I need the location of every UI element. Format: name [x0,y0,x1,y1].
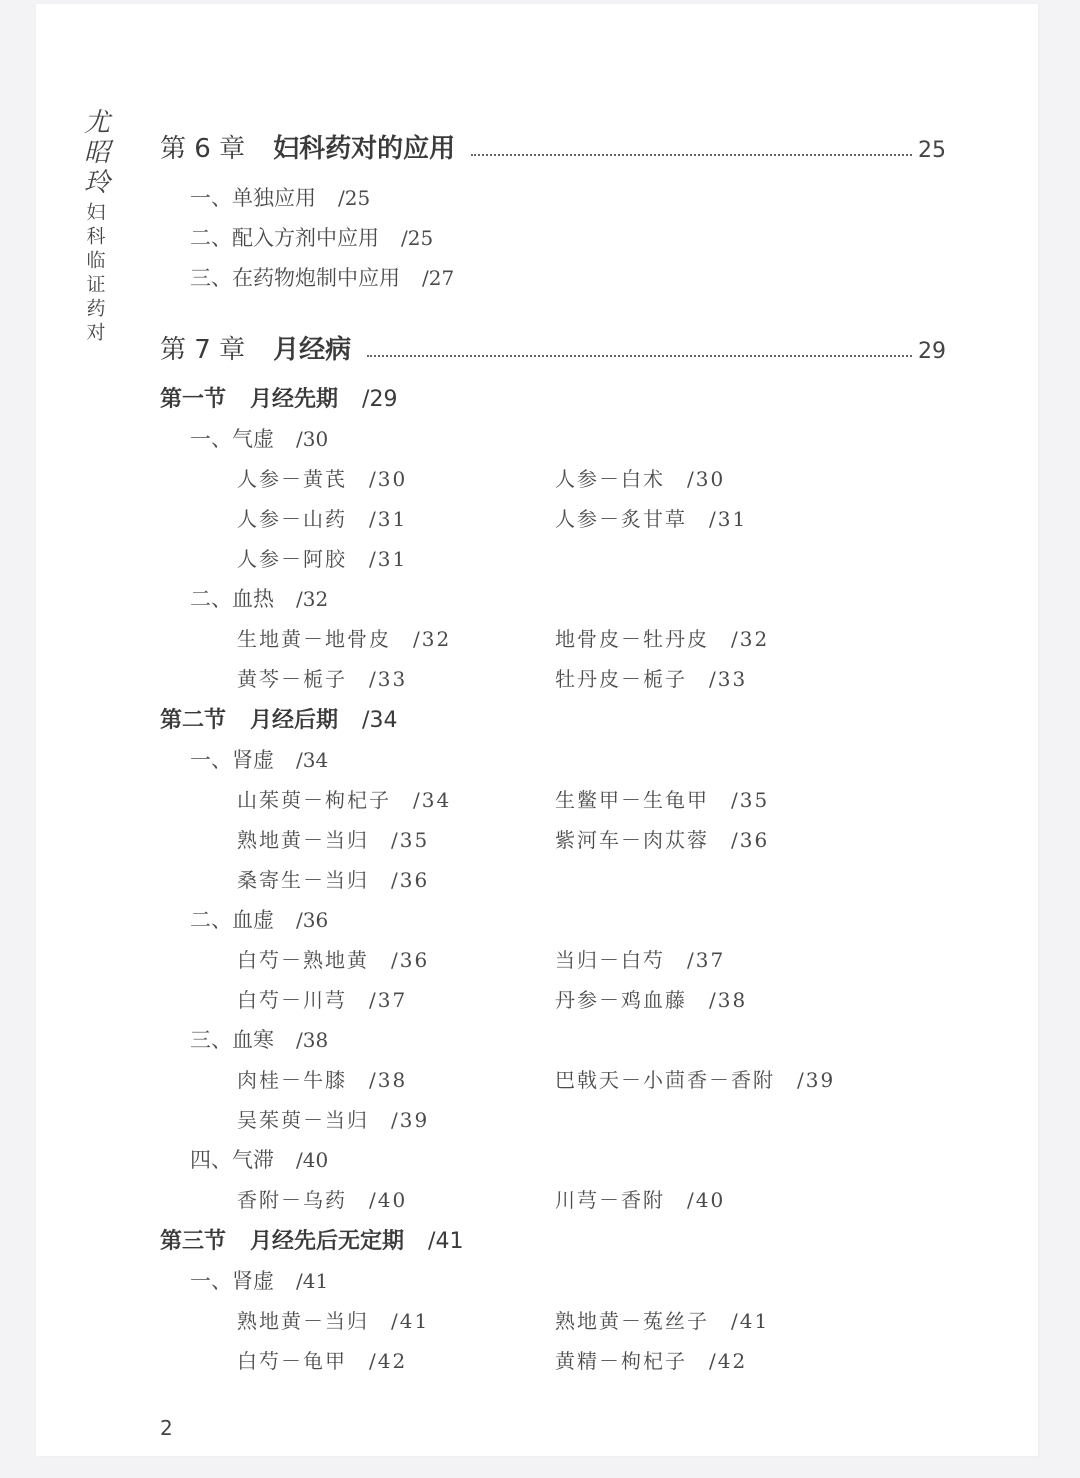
running-head-author: 尤昭玲 [79,108,110,198]
herb-pair-page: /41 [731,1309,770,1333]
herb-pair-page: /34 [413,788,452,812]
toc-herb-pair[interactable] [237,469,407,489]
toc-item[interactable] [190,228,433,249]
toc-herb-pair[interactable] [237,950,429,970]
subsection-label: 二、血热 [190,587,274,611]
toc-herb-pair[interactable] [555,1311,769,1331]
herb-pair-label: 生地黄－地骨皮 [237,627,391,651]
herb-pair-page: /39 [797,1068,836,1092]
toc-subsection[interactable] [190,750,328,771]
chapter-title: 月经病 [273,335,352,365]
subsection-label: 一、肾虚 [190,1269,274,1293]
toc-herb-pair[interactable] [555,509,747,529]
toc-herb-pair[interactable] [237,669,407,689]
herb-pair-page: /39 [391,1108,430,1132]
herb-pair-label: 生鳖甲－生龟甲 [555,788,709,812]
section-title: 月经先期 [250,387,339,412]
toc-herb-pair[interactable] [237,629,451,649]
chapter-number: 第 6 章 [160,134,246,164]
toc-chapter-6[interactable] [160,136,946,162]
herb-pair-label: 熟地黄－菟丝子 [555,1309,709,1333]
toc-herb-pair[interactable] [237,870,429,890]
herb-pair-page: /40 [369,1188,408,1212]
toc-herb-pair[interactable] [237,549,407,569]
toc-item-label: 一、单独应用 [190,186,316,210]
running-head-title: 妇科临证药对 [83,202,106,346]
herb-pair-label: 当归－白芍 [555,948,665,972]
toc-subsection[interactable] [190,589,328,610]
subsection-page: /41 [296,1269,329,1293]
herb-pair-label: 黄芩－栀子 [237,667,347,691]
toc-chapter-7[interactable] [160,337,946,363]
section-number: 第一节 [160,387,227,412]
toc-herb-pair[interactable] [237,1190,407,1210]
toc-section[interactable] [160,1231,463,1253]
herb-pair-page: /32 [413,627,452,651]
herb-pair-page: /33 [709,667,748,691]
herb-pair-page: /38 [369,1068,408,1092]
toc-herb-pair[interactable] [237,1351,407,1371]
toc-subsection[interactable] [190,429,328,450]
herb-pair-label: 桑寄生－当归 [237,868,369,892]
toc-herb-pair[interactable] [555,1070,835,1090]
toc-herb-pair[interactable] [237,1311,429,1331]
herb-pair-page: /40 [687,1188,726,1212]
herb-pair-page: /38 [709,988,748,1012]
toc-item-label: 三、在药物炮制中应用 [190,266,400,290]
section-page: /34 [362,708,398,733]
herb-pair-label: 人参－白术 [555,467,665,491]
herb-pair-label: 人参－炙甘草 [555,507,687,531]
herb-pair-page: /37 [369,988,408,1012]
herb-pair-label: 丹参－鸡血藤 [555,988,687,1012]
chapter-page: 29 [918,339,946,364]
toc-herb-pair[interactable] [555,1351,747,1371]
herb-pair-label: 肉桂－牛膝 [237,1068,347,1092]
subsection-page: /34 [296,748,329,772]
toc-subsection[interactable] [190,1271,328,1292]
toc-herb-pair[interactable] [555,669,747,689]
subsection-page: /32 [296,587,329,611]
toc-item[interactable] [190,268,454,289]
toc-item[interactable] [190,188,370,209]
herb-pair-page: /31 [709,507,748,531]
toc-item-label: 二、配入方剂中应用 [190,226,379,250]
herb-pair-page: /33 [369,667,408,691]
herb-pair-label: 熟地黄－当归 [237,828,369,852]
toc-herb-pair[interactable] [237,790,451,810]
leader-dots [471,154,912,156]
subsection-label: 四、气滞 [190,1148,274,1172]
herb-pair-label: 人参－阿胶 [237,547,347,571]
toc-herb-pair[interactable] [555,629,769,649]
toc-subsection[interactable] [190,1150,328,1171]
toc-herb-pair[interactable] [237,1070,407,1090]
toc-item-page: /25 [338,186,371,210]
herb-pair-label: 川芎－香附 [555,1188,665,1212]
leader-dots [367,355,912,357]
toc-item-page: /27 [422,266,455,290]
toc-herb-pair[interactable] [555,990,747,1010]
herb-pair-page: /35 [391,828,430,852]
herb-pair-label: 人参－山药 [237,507,347,531]
herb-pair-page: /42 [709,1349,748,1373]
subsection-label: 一、气虚 [190,427,274,451]
toc-herb-pair[interactable] [555,950,725,970]
toc-herb-pair[interactable] [555,790,769,810]
chapter-title: 妇科药对的应用 [273,134,456,164]
running-head [80,108,110,346]
section-title: 月经先后无定期 [250,1229,405,1254]
herb-pair-label: 山茱萸－枸杞子 [237,788,391,812]
toc-subsection[interactable] [190,1030,328,1051]
herb-pair-label: 牡丹皮－栀子 [555,667,687,691]
herb-pair-page: /41 [391,1309,430,1333]
herb-pair-page: /36 [391,948,430,972]
herb-pair-page: /36 [731,828,770,852]
toc-herb-pair[interactable] [555,1190,725,1210]
section-page: /29 [362,387,398,412]
herb-pair-label: 巴戟天－小茴香－香附 [555,1068,775,1092]
herb-pair-page: /36 [391,868,430,892]
herb-pair-label: 吴茱萸－当归 [237,1108,369,1132]
herb-pair-label: 香附－乌药 [237,1188,347,1212]
herb-pair-page: /31 [369,547,408,571]
subsection-label: 二、血虚 [190,908,274,932]
herb-pair-page: /32 [731,627,770,651]
herb-pair-label: 地骨皮－牡丹皮 [555,627,709,651]
herb-pair-label: 白芍－熟地黄 [237,948,369,972]
herb-pair-label: 紫河车－肉苁蓉 [555,828,709,852]
section-number: 第二节 [160,708,227,733]
toc-herb-pair[interactable] [237,830,429,850]
section-number: 第三节 [160,1229,227,1254]
toc-herb-pair[interactable] [237,509,407,529]
toc-herb-pair[interactable] [555,830,769,850]
subsection-label: 一、肾虚 [190,748,274,772]
herb-pair-label: 黄精－枸杞子 [555,1349,687,1373]
herb-pair-label: 人参－黄芪 [237,467,347,491]
section-page: /41 [428,1229,464,1254]
herb-pair-page: /30 [687,467,726,491]
herb-pair-page: /37 [687,948,726,972]
page-number: 2 [160,1416,173,1440]
herb-pair-page: /30 [369,467,408,491]
toc-herb-pair[interactable] [555,469,725,489]
toc-section[interactable] [160,710,397,732]
herb-pair-label: 白芍－川芎 [237,988,347,1012]
section-title: 月经后期 [250,708,339,733]
subsection-label: 三、血寒 [190,1028,274,1052]
subsection-page: /30 [296,427,329,451]
toc-section[interactable] [160,389,397,411]
herb-pair-label: 熟地黄－当归 [237,1309,369,1333]
herb-pair-label: 白芍－龟甲 [237,1349,347,1373]
herb-pair-page: /31 [369,507,408,531]
toc-subsection[interactable] [190,910,328,931]
subsection-page: /38 [296,1028,329,1052]
toc-item-page: /25 [401,226,434,250]
subsection-page: /40 [296,1148,329,1172]
chapter-page: 25 [918,138,946,163]
herb-pair-page: /42 [369,1349,408,1373]
subsection-page: /36 [296,908,329,932]
chapter-number: 第 7 章 [160,335,246,365]
herb-pair-page: /35 [731,788,770,812]
toc-herb-pair[interactable] [237,990,407,1010]
toc-herb-pair[interactable] [237,1110,429,1130]
